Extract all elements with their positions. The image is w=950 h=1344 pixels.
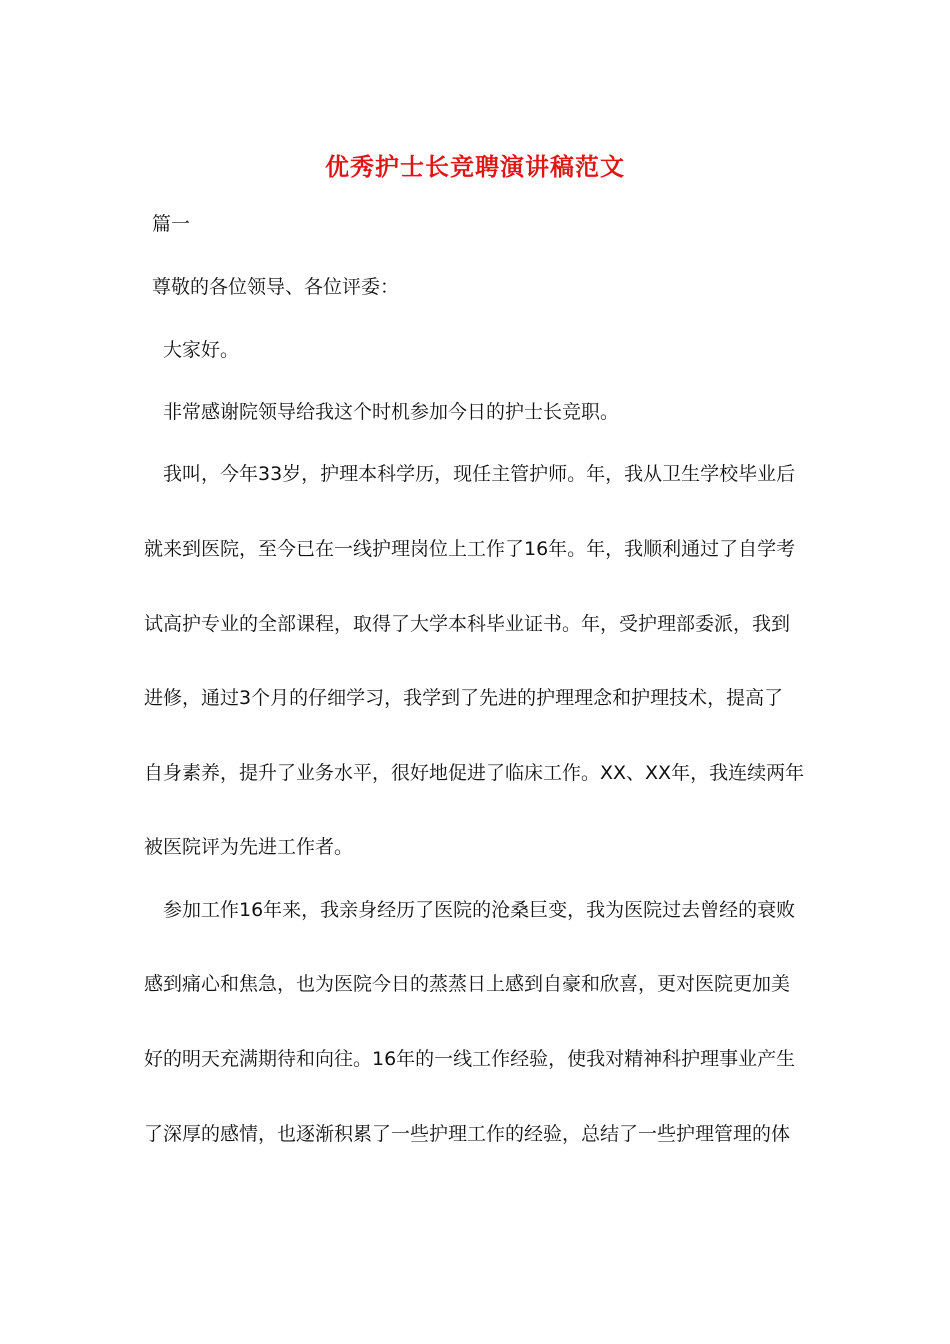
- paragraph-2-line: 好的明天充满期待和向往。16年的一线工作经验，使我对精神科护理事业产生: [144, 1048, 796, 1070]
- section-heading: 篇一: [152, 213, 191, 235]
- paragraph-1-line: 自身素养，提升了业务水平，很好地促进了临床工作。XX、XX年，我连续两年: [144, 762, 805, 784]
- paragraph-2-line: 参加工作16年来，我亲身经历了医院的沧桑巨变，我为医院过去曾经的衰败: [163, 899, 796, 921]
- thanks-line: 非常感谢院领导给我这个时机参加今日的护士长竞职。: [163, 401, 620, 423]
- paragraph-1-line: 被医院评为先进工作者。: [144, 836, 354, 858]
- greeting: 大家好。: [163, 339, 240, 361]
- paragraph-1-line: 进修，通过3个月的仔细学习，我学到了先进的护理理念和护理技术，提高了: [144, 687, 784, 709]
- document-title: 优秀护士长竞聘演讲稿范文: [325, 152, 625, 181]
- paragraph-2-line: 感到痛心和焦急，也为医院今日的蒸蒸日上感到自豪和欣喜，更对医院更加美: [144, 973, 791, 995]
- paragraph-1-line: 试高护专业的全部课程，取得了大学本科毕业证书。年，受护理部委派，我到: [144, 613, 791, 635]
- paragraph-1-line: 就来到医院，至今已在一线护理岗位上工作了16年。年，我顺利通过了自学考: [144, 538, 796, 560]
- paragraph-2-line: 了深厚的感情，也逐渐积累了一些护理工作的经验，总结了一些护理管理的体: [144, 1123, 791, 1145]
- salutation: 尊敬的各位领导、各位评委：: [152, 276, 400, 298]
- paragraph-1-line: 我叫，今年33岁，护理本科学历，现任主管护师。年，我从卫生学校毕业后: [163, 463, 796, 485]
